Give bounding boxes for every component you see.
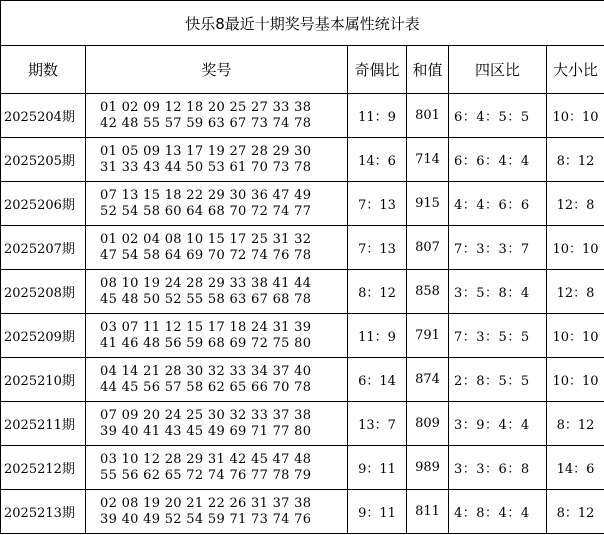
period-cell: 2025209期 [1, 314, 86, 358]
table-row [1, 138, 604, 182]
numbers-cell [86, 314, 348, 358]
numbers-line-2: 47 54 58 64 69 70 72 74 76 78 [100, 247, 312, 263]
numbers-cell [86, 270, 348, 314]
period-cell: 2025204期 [1, 94, 86, 138]
numbers-line-2: 39 40 41 43 45 49 69 71 77 80 [100, 423, 312, 439]
sum-cell: 807 [407, 226, 449, 270]
odd-even-cell: 9：11 [348, 446, 407, 490]
numbers-cell [86, 358, 348, 402]
period-cell: 2025205期 [1, 138, 86, 182]
numbers-line-1: 07 09 20 24 25 30 32 33 37 38 [100, 407, 312, 423]
numbers-line-1: 08 10 19 24 28 29 33 38 41 44 [100, 275, 312, 291]
sum-cell: 811 [407, 490, 449, 534]
zone-cell: 7：3：3：7 [449, 226, 547, 270]
sum-cell: 915 [407, 182, 449, 226]
header-sum: 和值 [407, 46, 449, 94]
numbers-cell [86, 226, 348, 270]
numbers-line-2: 44 45 56 57 58 62 65 66 70 78 [100, 379, 312, 395]
table-row [1, 490, 604, 534]
table-title: 快乐8最近十期奖号基本属性统计表 [1, 1, 604, 46]
table-body [1, 94, 604, 534]
table-row [1, 314, 604, 358]
period-cell: 2025206期 [1, 182, 86, 226]
zone-cell: 4：8：4：4 [449, 490, 547, 534]
odd-even-cell: 14：6 [348, 138, 407, 182]
period-cell: 2025208期 [1, 270, 86, 314]
big-small-cell: 10：10 [547, 94, 604, 138]
sum-cell: 858 [407, 270, 449, 314]
period-cell: 2025211期 [1, 402, 86, 446]
sum-cell: 989 [407, 446, 449, 490]
sum-cell: 714 [407, 138, 449, 182]
table-row [1, 358, 604, 402]
numbers-line-2: 45 48 50 52 55 58 63 67 68 78 [100, 291, 312, 307]
zone-cell: 6：4：5：5 [449, 94, 547, 138]
numbers-line-2: 55 56 62 65 72 74 76 77 78 79 [100, 467, 312, 483]
numbers-line-2: 42 48 55 57 59 63 67 73 74 78 [100, 115, 312, 131]
big-small-cell: 8：12 [547, 490, 604, 534]
big-small-cell: 10：10 [547, 314, 604, 358]
numbers-line-1: 01 02 04 08 10 15 17 25 31 32 [100, 231, 312, 247]
period-cell: 2025210期 [1, 358, 86, 402]
zone-cell: 6：6：4：4 [449, 138, 547, 182]
numbers-cell [86, 138, 348, 182]
big-small-cell: 10：10 [547, 358, 604, 402]
odd-even-cell: 11：9 [348, 314, 407, 358]
numbers-line-1: 01 02 09 12 18 20 25 27 33 38 [100, 99, 312, 115]
big-small-cell: 12：8 [547, 270, 604, 314]
numbers-line-2: 52 54 58 60 64 68 70 72 74 77 [100, 203, 312, 219]
odd-even-cell: 9：11 [348, 490, 407, 534]
title-row [1, 1, 604, 46]
sum-cell: 809 [407, 402, 449, 446]
numbers-line-1: 07 13 15 18 22 29 30 36 47 49 [100, 187, 312, 203]
odd-even-cell: 7：13 [348, 226, 407, 270]
numbers-cell [86, 94, 348, 138]
period-cell: 2025207期 [1, 226, 86, 270]
big-small-cell: 12：8 [547, 182, 604, 226]
numbers-cell [86, 446, 348, 490]
table-row [1, 94, 604, 138]
numbers-line-2: 41 46 48 56 59 68 69 72 75 80 [100, 335, 312, 351]
numbers-line-1: 03 10 12 28 29 31 42 45 47 48 [100, 451, 312, 467]
header-row [1, 46, 604, 94]
numbers-line-2: 31 33 43 44 50 53 61 70 73 78 [100, 159, 312, 175]
table-row [1, 402, 604, 446]
odd-even-cell: 6：14 [348, 358, 407, 402]
numbers-line-1: 03 07 11 12 15 17 18 24 31 39 [100, 319, 312, 335]
zone-cell: 3：5：8：4 [449, 270, 547, 314]
header-odd-even: 奇偶比 [348, 46, 407, 94]
period-cell: 2025213期 [1, 490, 86, 534]
numbers-cell [86, 182, 348, 226]
table-row [1, 182, 604, 226]
big-small-cell: 10：10 [547, 226, 604, 270]
numbers-line-1: 02 08 19 20 21 22 26 31 37 38 [100, 495, 312, 511]
zone-cell: 3：3：6：8 [449, 446, 547, 490]
header-big-small: 大小比 [547, 46, 604, 94]
header-numbers: 奖号 [86, 46, 348, 94]
header-zone: 四区比 [449, 46, 547, 94]
big-small-cell: 8：12 [547, 138, 604, 182]
header-period: 期数 [1, 46, 86, 94]
table-row [1, 270, 604, 314]
big-small-cell: 14：6 [547, 446, 604, 490]
numbers-cell [86, 490, 348, 534]
sum-cell: 874 [407, 358, 449, 402]
numbers-cell [86, 402, 348, 446]
table-row [1, 226, 604, 270]
zone-cell: 7：3：5：5 [449, 314, 547, 358]
zone-cell: 4：4：6：6 [449, 182, 547, 226]
odd-even-cell: 13：7 [348, 402, 407, 446]
zone-cell: 3：9：4：4 [449, 402, 547, 446]
big-small-cell: 8：12 [547, 402, 604, 446]
numbers-line-2: 39 40 49 52 54 59 71 73 74 76 [100, 511, 312, 527]
odd-even-cell: 11：9 [348, 94, 407, 138]
odd-even-cell: 8：12 [348, 270, 407, 314]
odd-even-cell: 7：13 [348, 182, 407, 226]
sum-cell: 801 [407, 94, 449, 138]
numbers-line-1: 04 14 21 28 30 32 33 34 37 40 [100, 363, 312, 379]
sum-cell: 791 [407, 314, 449, 358]
table-row [1, 446, 604, 490]
period-cell: 2025212期 [1, 446, 86, 490]
zone-cell: 2：8：5：5 [449, 358, 547, 402]
numbers-line-1: 01 05 09 13 17 19 27 28 29 30 [100, 143, 312, 159]
